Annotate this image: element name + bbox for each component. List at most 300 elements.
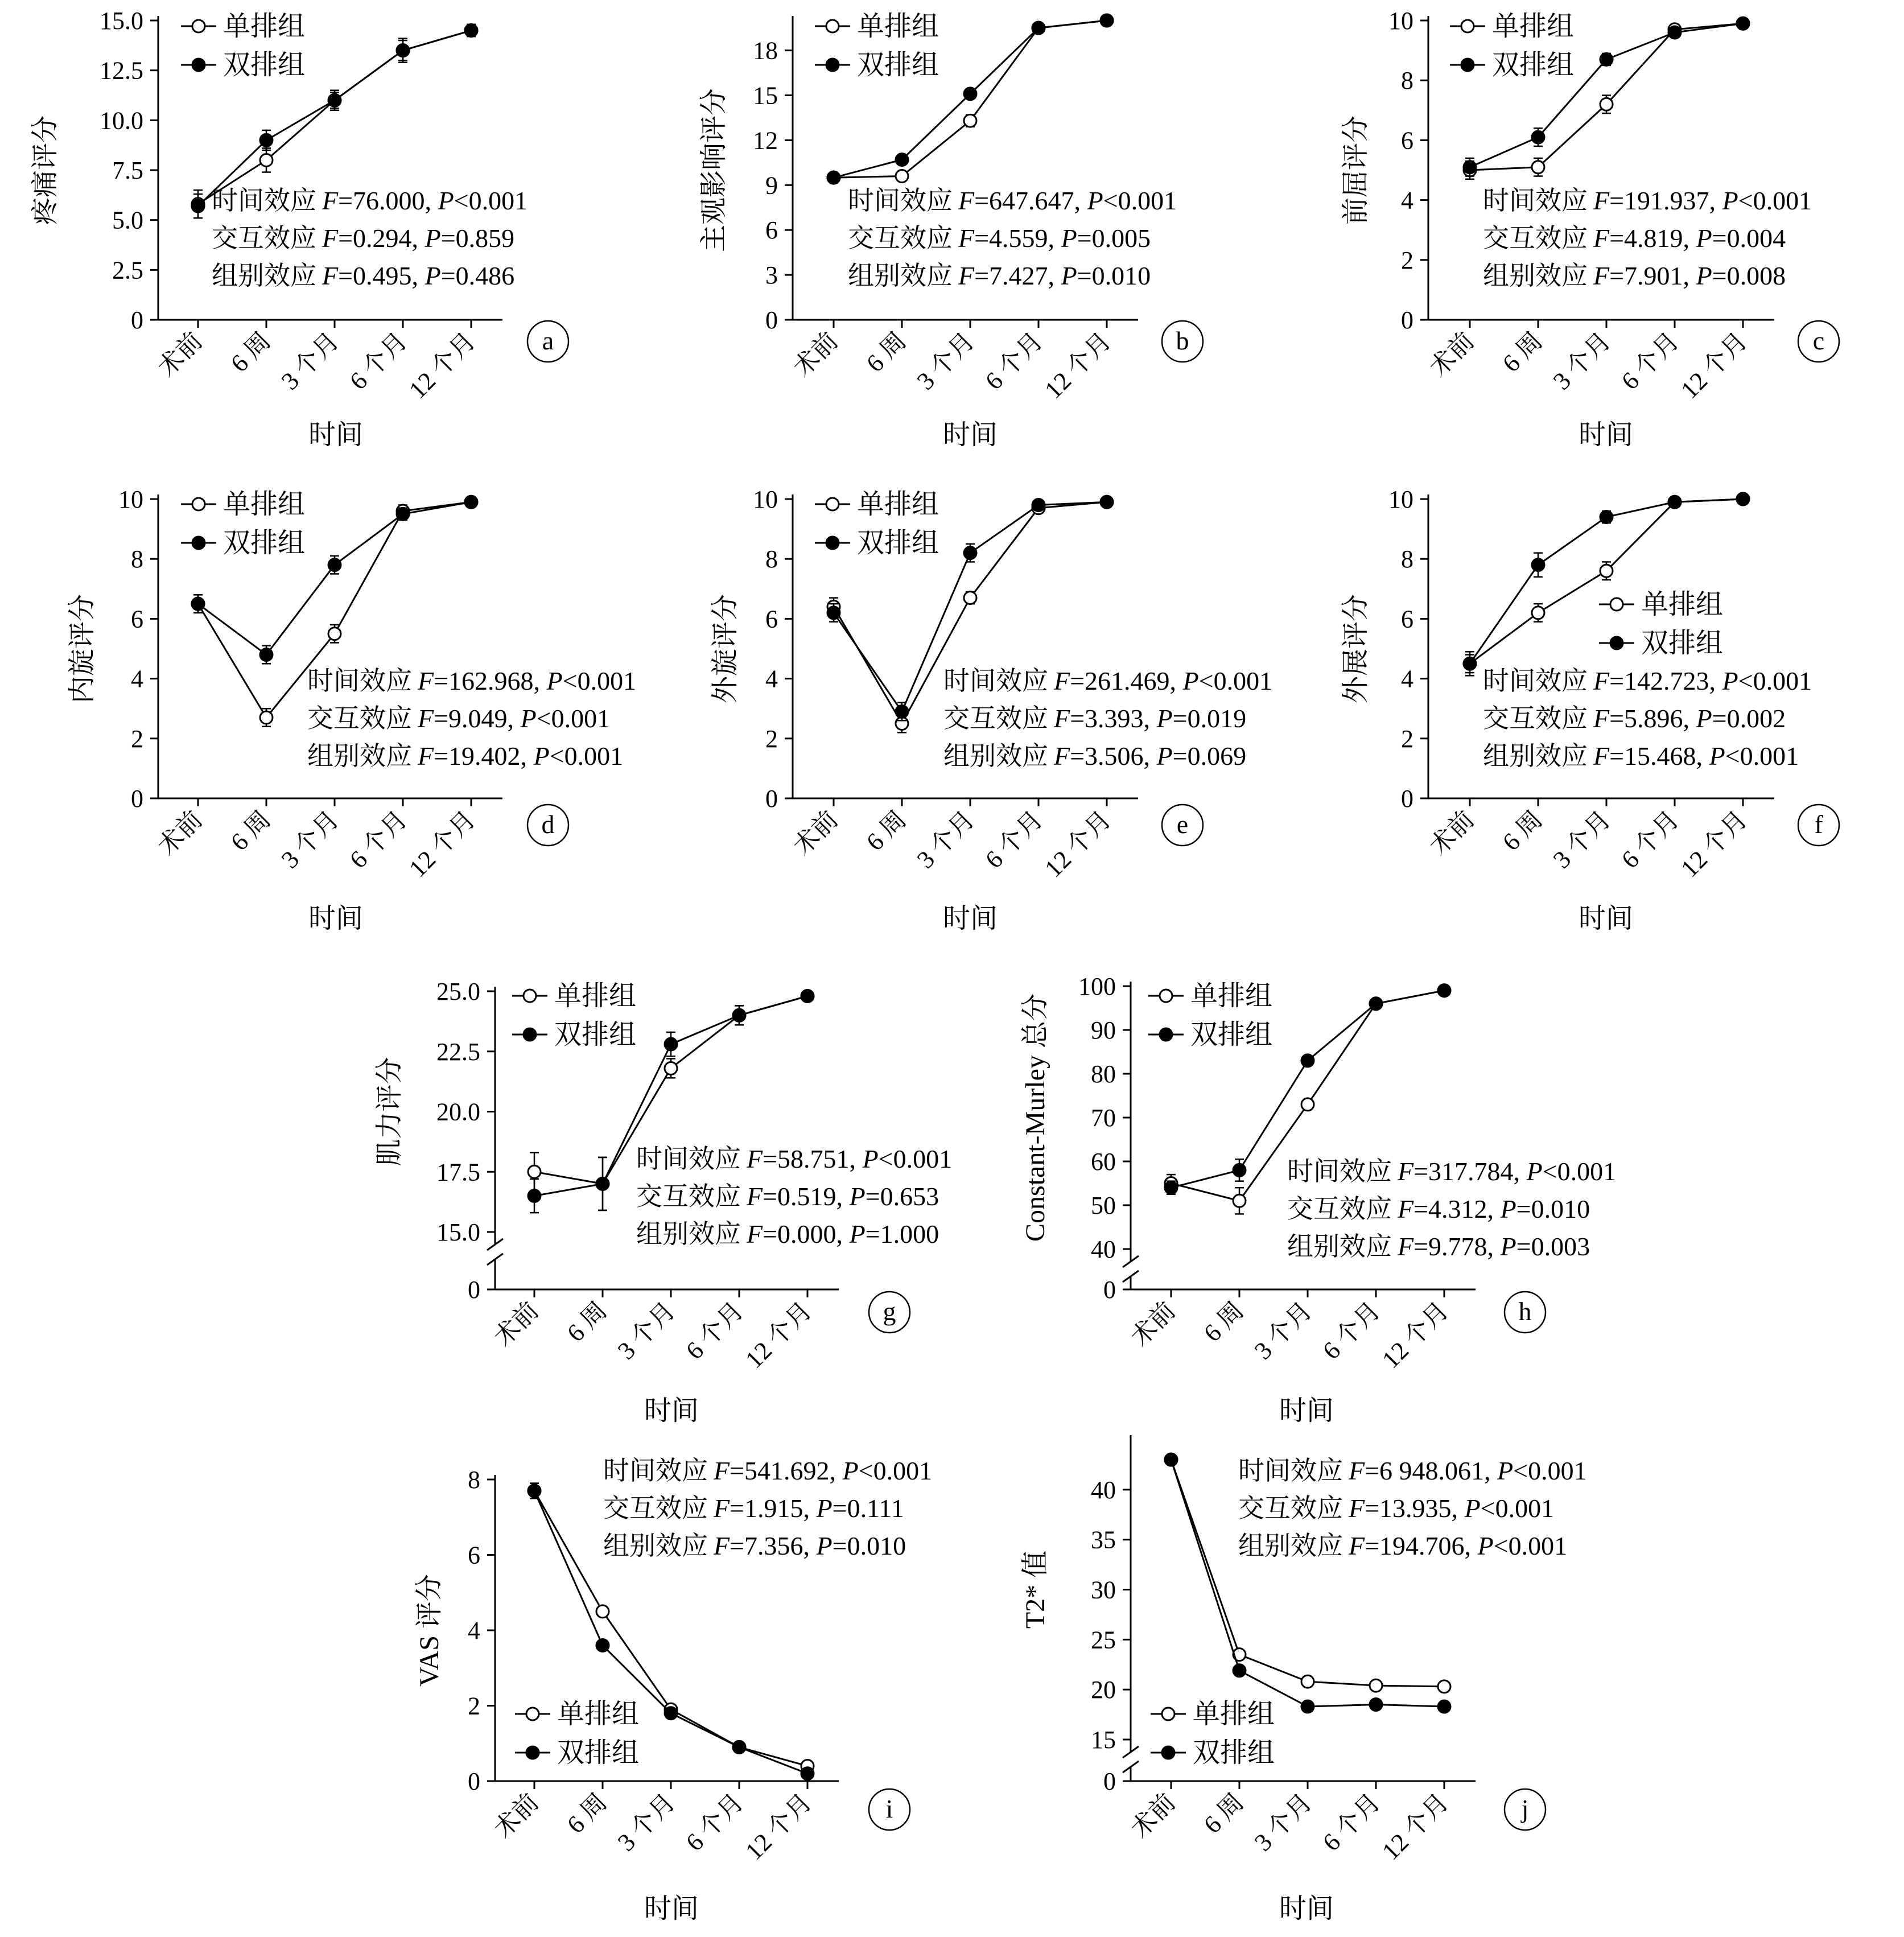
y-tick-label: 20.0 xyxy=(436,1098,480,1126)
y-tick-label: 8 xyxy=(765,545,778,574)
data-point-filled xyxy=(1101,14,1113,27)
stat-p-value: <0.001 xyxy=(1480,1494,1555,1523)
stat-effect-name: 组别效应 xyxy=(1238,1531,1343,1560)
legend-marker xyxy=(192,498,205,510)
y-tick-label: 30 xyxy=(1091,1576,1116,1604)
y-axis-title: Constant-Murley 总分 xyxy=(1020,994,1050,1242)
stat-line xyxy=(943,741,1246,770)
chart-panel-j xyxy=(1020,1435,1587,1924)
x-tick-label: 3 个月 xyxy=(275,805,345,874)
data-point-open xyxy=(1438,1680,1450,1693)
stat-effect-name: 交互效应 xyxy=(636,1182,741,1211)
legend-marker xyxy=(1461,59,1474,71)
data-point-filled xyxy=(733,1741,745,1753)
stat-line xyxy=(1483,741,1799,770)
y-tick-label: 4 xyxy=(1401,186,1413,215)
stat-f-value: =4.819, xyxy=(1609,224,1696,253)
data-point-filled xyxy=(896,705,908,718)
stat-f-symbol: F xyxy=(1593,224,1610,253)
stat-f-symbol: F xyxy=(1398,1232,1414,1261)
stat-p-symbol: P xyxy=(425,224,441,253)
chart-panel-a xyxy=(30,7,568,450)
stat-p-symbol: P xyxy=(438,186,454,215)
stat-p-symbol: P xyxy=(1156,704,1173,733)
legend-marker xyxy=(524,1028,536,1041)
x-tick-label: 术前 xyxy=(1424,327,1480,382)
legend-label: 单排组 xyxy=(554,981,637,1011)
y-tick-label: 0 xyxy=(468,1276,480,1304)
y-tick-label: 6 xyxy=(1401,605,1413,633)
data-point-filled xyxy=(1438,1700,1450,1713)
legend-marker xyxy=(1162,1746,1174,1759)
data-point-filled xyxy=(328,94,341,106)
stat-f-symbol: F xyxy=(1398,1157,1414,1186)
stat-line xyxy=(603,1531,906,1560)
chart-panel-b xyxy=(699,11,1203,450)
stat-line xyxy=(603,1494,904,1523)
stat-p-symbol: P xyxy=(1087,186,1103,215)
data-point-filled xyxy=(1668,496,1681,508)
stat-effect-name: 组别效应 xyxy=(943,741,1048,770)
stat-effect-name: 时间效应 xyxy=(307,666,412,695)
stat-effect-name: 时间效应 xyxy=(636,1144,741,1173)
stat-effect-name: 交互效应 xyxy=(1483,224,1588,253)
stat-effect-name: 时间效应 xyxy=(1483,666,1588,695)
y-tick-label: 15.0 xyxy=(100,7,143,35)
x-tick-label: 12 个月 xyxy=(1675,805,1753,883)
stat-line xyxy=(212,186,527,215)
y-tick-label: 10 xyxy=(1388,485,1413,513)
stat-line xyxy=(943,704,1246,733)
stat-p-symbol: P xyxy=(1696,261,1712,290)
y-tick-label: 2 xyxy=(1401,724,1413,753)
x-tick-label: 6 周 xyxy=(860,327,912,378)
x-axis-title: 时间 xyxy=(1279,1894,1334,1924)
x-tick-label: 术前 xyxy=(788,805,844,861)
data-point-filled xyxy=(328,559,341,571)
legend-marker xyxy=(526,1708,539,1720)
x-tick-label: 术前 xyxy=(153,327,208,382)
y-tick-label: 25.0 xyxy=(436,978,480,1005)
legend-label: 双排组 xyxy=(1641,628,1724,658)
stat-p-symbol: P xyxy=(1709,741,1725,770)
x-tick-label: 12 个月 xyxy=(1039,805,1117,883)
y-tick-label: 15 xyxy=(1091,1726,1116,1754)
x-tick-label: 术前 xyxy=(153,805,208,861)
stat-effect-name: 组别效应 xyxy=(848,261,953,290)
legend-marker xyxy=(1162,1708,1174,1720)
stat-p-value: <0.001 xyxy=(1103,186,1177,215)
y-tick-label: 22.5 xyxy=(436,1037,480,1066)
stat-f-value: =3.506, xyxy=(1070,741,1157,770)
stat-effect-name: 时间效应 xyxy=(212,186,316,215)
stat-line xyxy=(603,1456,932,1485)
y-tick-label: 10.0 xyxy=(100,106,143,135)
chart-panel-e xyxy=(710,485,1272,934)
stat-p-value: =0.003 xyxy=(1516,1232,1590,1261)
x-tick-label: 术前 xyxy=(788,327,844,382)
stat-p-value: =0.002 xyxy=(1712,704,1786,733)
y-axis-title: 疼痛评分 xyxy=(30,115,60,225)
stat-line xyxy=(1483,704,1786,733)
stat-f-symbol: F xyxy=(714,1494,730,1523)
stat-f-symbol: F xyxy=(1593,704,1610,733)
y-axis-title: 外旋评分 xyxy=(710,594,740,704)
stat-p-symbol: P xyxy=(1477,1531,1494,1560)
stat-p-value: <0.001 xyxy=(536,704,611,733)
panel-letter: b xyxy=(1176,326,1189,355)
stat-p-value: <0.001 xyxy=(858,1456,933,1485)
stat-f-value: =5.896, xyxy=(1609,704,1696,733)
y-tick-label: 6 xyxy=(1401,126,1413,155)
x-tick-label: 3 个月 xyxy=(911,805,980,874)
legend-label: 单排组 xyxy=(1193,1699,1275,1729)
stat-f-symbol: F xyxy=(322,224,339,253)
x-tick-label: 12 个月 xyxy=(403,327,481,405)
stat-f-value: =9.778, xyxy=(1413,1232,1501,1261)
stat-effect-name: 时间效应 xyxy=(1483,186,1588,215)
data-point-filled xyxy=(801,1767,814,1780)
stat-p-symbol: P xyxy=(533,741,550,770)
stat-p-symbol: P xyxy=(1500,1194,1516,1223)
x-tick-label: 6 个月 xyxy=(1317,1788,1386,1857)
legend-label: 双排组 xyxy=(857,528,939,558)
y-tick-label: 80 xyxy=(1091,1060,1116,1088)
stat-f-value: =317.784, xyxy=(1413,1157,1527,1186)
y-tick-label: 6 xyxy=(468,1541,480,1569)
stat-p-value: <0.001 xyxy=(562,666,637,695)
y-tick-label: 20 xyxy=(1091,1676,1116,1704)
y-tick-label: 4 xyxy=(131,665,143,693)
x-tick-label: 6 个月 xyxy=(979,805,1049,874)
x-tick-label: 6 个月 xyxy=(344,805,413,874)
stat-p-value: <0.001 xyxy=(454,186,528,215)
legend-marker xyxy=(192,537,205,549)
x-tick-label: 12 个月 xyxy=(403,805,481,883)
stat-p-symbol: P xyxy=(849,1219,866,1248)
data-point-open xyxy=(260,711,273,724)
x-tick-label: 3 个月 xyxy=(612,1788,681,1857)
data-point-filled xyxy=(1233,1164,1246,1176)
stat-f-symbol: F xyxy=(1349,1456,1365,1485)
data-point-filled xyxy=(1233,1664,1246,1677)
stat-line xyxy=(943,666,1272,695)
data-point-filled xyxy=(896,154,908,166)
panel-letter: i xyxy=(885,1794,893,1823)
x-tick-label: 6 个月 xyxy=(979,327,1049,395)
y-axis-title: 前屈评分 xyxy=(1341,115,1371,225)
stat-p-value: =0.653 xyxy=(865,1182,939,1211)
stat-p-value: =0.010 xyxy=(1077,261,1151,290)
stat-line xyxy=(848,261,1151,290)
stat-p-symbol: P xyxy=(862,1144,879,1173)
stat-p-value: <0.001 xyxy=(878,1144,953,1173)
data-point-open xyxy=(328,628,341,640)
stat-effect-name: 组别效应 xyxy=(212,261,316,290)
stat-p-symbol: P xyxy=(1696,224,1712,253)
data-point-open xyxy=(1600,98,1613,110)
x-tick-label: 6 个月 xyxy=(344,327,413,395)
legend-label: 单排组 xyxy=(1641,590,1724,620)
stat-line xyxy=(636,1182,939,1211)
x-tick-label: 6 个月 xyxy=(1615,327,1685,395)
stat-f-symbol: F xyxy=(1593,261,1610,290)
stat-effect-name: 交互效应 xyxy=(1287,1194,1392,1223)
stat-p-value: =0.005 xyxy=(1077,224,1151,253)
data-point-filled xyxy=(1464,161,1476,174)
y-tick-label: 4 xyxy=(1401,665,1413,693)
y-tick-label: 4 xyxy=(765,665,778,693)
chart-panel-d xyxy=(67,485,636,934)
data-point-filled xyxy=(465,24,477,37)
data-point-filled xyxy=(1301,1700,1314,1713)
y-tick-label: 12 xyxy=(753,126,778,155)
stat-f-symbol: F xyxy=(958,186,975,215)
stat-p-value: <0.001 xyxy=(1198,666,1273,695)
y-axis-title: 外展评分 xyxy=(1341,594,1371,704)
x-tick-label: 12 个月 xyxy=(1675,327,1753,405)
legend-marker xyxy=(826,59,839,71)
stat-p-symbol: P xyxy=(842,1456,859,1485)
y-tick-label: 2 xyxy=(765,724,778,753)
y-tick-label: 15.0 xyxy=(436,1218,480,1246)
x-tick-label: 术前 xyxy=(1126,1296,1181,1352)
y-tick-label: 0 xyxy=(765,306,778,334)
x-tick-label: 术前 xyxy=(489,1296,545,1352)
y-axis-title: VAS 评分 xyxy=(414,1574,444,1687)
data-point-filled xyxy=(1165,1453,1177,1466)
stat-f-symbol: F xyxy=(1593,741,1610,770)
y-tick-label: 100 xyxy=(1078,972,1116,1000)
stat-p-value: =0.019 xyxy=(1172,704,1247,733)
stat-f-symbol: F xyxy=(322,186,339,215)
data-point-filled xyxy=(1668,26,1681,39)
y-tick-label: 8 xyxy=(1401,545,1413,574)
data-point-filled xyxy=(1737,493,1749,505)
stat-p-value: <0.001 xyxy=(549,741,624,770)
stat-f-value: =194.706, xyxy=(1365,1531,1478,1560)
stat-f-value: =13.935, xyxy=(1365,1494,1465,1523)
panel-letter: j xyxy=(1521,1794,1529,1823)
data-point-filled xyxy=(1165,1181,1177,1194)
y-tick-label: 2 xyxy=(468,1692,480,1720)
stat-p-value: =0.004 xyxy=(1712,224,1786,253)
legend-label: 双排组 xyxy=(554,1020,637,1050)
legend-label: 双排组 xyxy=(223,528,306,558)
data-point-open xyxy=(596,1605,609,1618)
legend-marker xyxy=(1461,20,1474,32)
stat-p-value: <0.001 xyxy=(1725,741,1799,770)
y-tick-label: 8 xyxy=(1401,67,1413,95)
legend-label: 单排组 xyxy=(557,1699,640,1729)
stat-p-value: =0.111 xyxy=(832,1494,904,1523)
stat-effect-name: 组别效应 xyxy=(636,1219,741,1248)
stat-p-symbol: P xyxy=(1497,1456,1514,1485)
stat-effect-name: 组别效应 xyxy=(1287,1232,1392,1261)
stat-effect-name: 时间效应 xyxy=(603,1456,708,1485)
stat-f-symbol: F xyxy=(958,261,975,290)
legend-label: 单排组 xyxy=(857,489,939,520)
y-tick-label: 0 xyxy=(1103,1767,1116,1795)
y-tick-label: 0 xyxy=(468,1767,480,1795)
data-point-filled xyxy=(733,1009,745,1021)
y-tick-label: 6 xyxy=(131,605,143,633)
x-tick-label: 3 个月 xyxy=(612,1296,681,1365)
stat-f-value: =58.751, xyxy=(763,1144,863,1173)
stat-line xyxy=(1287,1194,1590,1223)
data-point-filled xyxy=(397,508,409,520)
x-tick-label: 6 周 xyxy=(1497,805,1548,856)
legend-marker xyxy=(826,20,839,32)
legend-label: 单排组 xyxy=(1190,981,1273,1011)
stat-p-value: <0.001 xyxy=(1513,1456,1587,1485)
stat-p-value: =0.486 xyxy=(440,261,515,290)
stat-f-symbol: F xyxy=(714,1456,730,1485)
stat-effect-name: 交互效应 xyxy=(1483,704,1588,733)
x-tick-label: 12 个月 xyxy=(1377,1788,1454,1866)
stat-line xyxy=(1287,1157,1616,1186)
stat-effect-name: 交互效应 xyxy=(1238,1494,1343,1523)
x-axis-title: 时间 xyxy=(1578,904,1634,934)
data-point-filled xyxy=(1600,53,1613,65)
x-tick-label: 3 个月 xyxy=(1248,1788,1318,1857)
stat-line xyxy=(848,224,1151,253)
legend-marker xyxy=(526,1746,539,1759)
stat-f-symbol: F xyxy=(747,1182,763,1211)
panel-letter: a xyxy=(542,326,554,355)
stat-f-symbol: F xyxy=(714,1531,730,1560)
legend-marker xyxy=(1160,1028,1172,1041)
y-tick-label: 60 xyxy=(1091,1148,1116,1176)
stat-f-value: =3.393, xyxy=(1070,704,1157,733)
x-tick-label: 6 周 xyxy=(1198,1296,1250,1347)
stat-line xyxy=(307,741,623,770)
stat-line xyxy=(1238,1456,1587,1485)
stat-f-value: =0.495, xyxy=(338,261,425,290)
y-tick-label: 0 xyxy=(1401,306,1413,334)
stat-p-symbol: P xyxy=(1182,666,1199,695)
stat-f-symbol: F xyxy=(1593,186,1610,215)
y-tick-label: 3 xyxy=(765,261,778,290)
stat-f-value: =0.294, xyxy=(338,224,425,253)
data-point-filled xyxy=(1737,17,1749,30)
legend-marker xyxy=(1610,598,1623,611)
legend-marker xyxy=(826,498,839,510)
stat-f-value: =1.915, xyxy=(730,1494,817,1523)
y-axis-title: T2* 值 xyxy=(1020,1550,1050,1629)
data-point-open xyxy=(1233,1194,1246,1207)
legend-marker xyxy=(192,20,205,32)
y-tick-label: 17.5 xyxy=(436,1158,480,1186)
stat-line xyxy=(1287,1232,1590,1261)
stat-line xyxy=(1483,224,1786,253)
stat-f-symbol: F xyxy=(418,666,434,695)
stat-line xyxy=(212,224,514,253)
stat-effect-name: 组别效应 xyxy=(603,1531,708,1560)
y-tick-label: 50 xyxy=(1091,1192,1116,1219)
legend-label: 单排组 xyxy=(223,11,306,42)
x-tick-label: 12 个月 xyxy=(1039,327,1117,405)
x-tick-label: 12 个月 xyxy=(1377,1296,1454,1374)
data-point-filled xyxy=(528,1485,541,1497)
stat-f-symbol: F xyxy=(1593,666,1610,695)
stat-f-value: =9.049, xyxy=(434,704,521,733)
legend-marker xyxy=(826,537,839,549)
stat-line xyxy=(1483,261,1786,290)
stat-p-symbol: P xyxy=(1464,1494,1481,1523)
stat-f-symbol: F xyxy=(1054,704,1070,733)
stat-f-value: =76.000, xyxy=(338,186,438,215)
legend-label: 双排组 xyxy=(1193,1738,1275,1768)
stat-p-symbol: P xyxy=(1722,666,1738,695)
data-point-filled xyxy=(1532,131,1544,143)
y-axis-title: 肌力评分 xyxy=(374,1057,405,1167)
stat-p-value: <0.001 xyxy=(1738,666,1812,695)
stat-p-symbol: P xyxy=(1061,261,1077,290)
y-tick-label: 6 xyxy=(765,605,778,633)
stat-p-symbol: P xyxy=(816,1494,833,1523)
x-axis-title: 时间 xyxy=(644,1396,699,1426)
data-point-filled xyxy=(1532,559,1544,571)
x-tick-label: 3 个月 xyxy=(1547,805,1617,874)
y-tick-label: 8 xyxy=(131,545,143,574)
data-point-open xyxy=(1532,607,1544,619)
stat-p-symbol: P xyxy=(1722,186,1738,215)
stat-f-symbol: F xyxy=(1054,666,1070,695)
stat-p-symbol: P xyxy=(1696,704,1712,733)
stat-f-value: =7.427, xyxy=(974,261,1061,290)
y-tick-label: 5.0 xyxy=(112,206,143,234)
data-point-filled xyxy=(260,649,273,661)
data-point-filled xyxy=(964,547,976,559)
y-tick-label: 2 xyxy=(1401,246,1413,274)
data-point-open xyxy=(260,154,273,166)
legend-marker xyxy=(1160,990,1172,1002)
stat-p-symbol: P xyxy=(1526,1157,1543,1186)
x-tick-label: 3 个月 xyxy=(911,327,980,395)
x-tick-label: 3 个月 xyxy=(275,327,345,395)
x-axis-title: 时间 xyxy=(1279,1396,1334,1426)
stat-p-value: =0.859 xyxy=(440,224,515,253)
y-tick-label: 25 xyxy=(1091,1626,1116,1654)
legend-marker xyxy=(524,990,536,1002)
data-point-filled xyxy=(192,597,204,610)
x-tick-label: 6 周 xyxy=(225,327,277,378)
data-point-filled xyxy=(192,200,204,212)
stat-p-symbol: P xyxy=(1156,741,1173,770)
chart-panel-c xyxy=(1341,7,1839,450)
stat-effect-name: 交互效应 xyxy=(943,704,1048,733)
data-point-filled xyxy=(1301,1054,1314,1067)
y-tick-label: 0 xyxy=(131,785,143,813)
y-tick-label: 2 xyxy=(131,724,143,753)
y-tick-label: 35 xyxy=(1091,1526,1116,1554)
data-point-filled xyxy=(1370,998,1382,1010)
stat-line xyxy=(636,1144,952,1173)
x-tick-label: 6 个月 xyxy=(1317,1296,1386,1365)
data-point-filled xyxy=(1464,657,1476,670)
y-tick-label: 0 xyxy=(131,306,143,334)
stat-p-value: =0.010 xyxy=(832,1531,906,1560)
stat-p-symbol: P xyxy=(849,1182,866,1211)
x-tick-label: 6 周 xyxy=(561,1296,613,1347)
x-tick-label: 6 周 xyxy=(225,805,277,856)
stat-effect-name: 时间效应 xyxy=(943,666,1048,695)
y-tick-label: 18 xyxy=(753,36,778,65)
stat-line xyxy=(1238,1531,1567,1560)
data-point-open xyxy=(665,1062,677,1074)
data-point-filled xyxy=(827,607,840,619)
